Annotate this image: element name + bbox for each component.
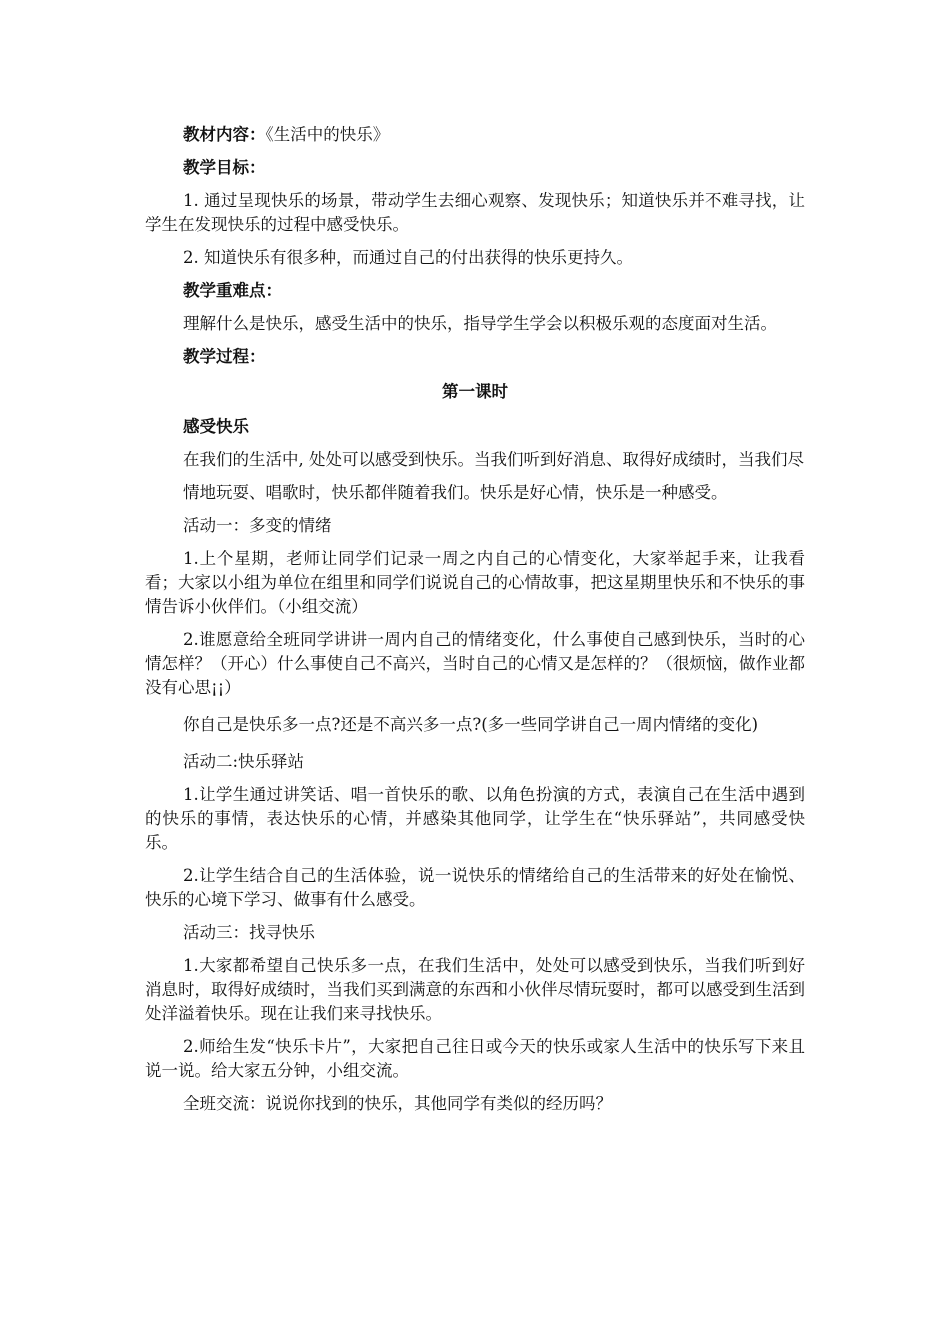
textbook-value: 《生活中的快乐》 [265,125,390,144]
process-heading: 教学过程： [183,347,266,366]
activity-1-paragraph-1: 1.上个星期，老师让同学们记录一周之内自己的心情变化，大家举起手来，让我看看；大家以小组为单位在组里和同学们说说自己的心情故事，把这星期里快乐和不快乐的事情告诉小伙伴们。（小组交流） [145,549,805,616]
activity-1-title: 活动一：多变的情绪 [183,516,332,535]
key-points-heading: 教学重难点： [183,281,282,300]
document-body [145,123,805,1116]
activity-2-title: 活动二:快乐驿站 [183,752,305,771]
activity-3-paragraph-1: 1.大家都希望自己快乐多一点，在我们生活中，处处可以感受到快乐，当我们听到好消息时，取得好成绩时，当我们买到满意的东西和小伙伴尽情玩耍时，都可以感受到生活到处洋溢着快乐。现在让我们来寻找快乐。 [145,956,805,1023]
textbook-line [145,123,805,147]
intro-paragraph-2: 情地玩耍、唱歌时，快乐都伴随着我们。快乐是好心情，快乐是一种感受。 [183,483,728,502]
goal-1: 1. 通过呈现快乐的场景，带动学生去细心观察、发现快乐；知道快乐并不难寻找，让学生在发现快乐的过程中感受快乐。 [145,191,805,234]
class-exchange: 全班交流：说说你找到的快乐，其他同学有类似的经历吗？ [183,1094,612,1113]
activity-1-paragraph-2: 2.谁愿意给全班同学讲讲一周内自己的情绪变化，什么事使自己感到快乐，当时的心情怎样？（开心）什么事使自己不高兴，当时自己的心情又是怎样的？（很烦恼，做作业都没有心思¡¡） [145,630,805,697]
activity-2-paragraph-2: 2.让学生结合自己的生活体验，说一说快乐的情绪给自己的生活带来的好处在愉悦、快乐的心境下学习、做事有什么感受。 [145,866,805,909]
goals-heading: 教学目标： [183,158,266,177]
textbook-label: 教材内容： [183,125,266,144]
section-title: 感受快乐 [183,417,249,436]
key-points-text: 理解什么是快乐，感受生活中的快乐，指导学生学会以积极乐观的态度面对生活。 [183,314,777,333]
activity-3-title: 活动三：找寻快乐 [183,923,315,942]
activity-2-paragraph-1: 1.让学生通过讲笑话、唱一首快乐的歌、以角色扮演的方式，表演自己在生活中遇到的快乐的事情，表达快乐的心情，并感染其他同学，让学生在“快乐驿站”，共同感受快乐。 [145,785,805,852]
intro-paragraph-1: 在我们的生活中, 处处可以感受到快乐。当我们听到好消息、取得好成绩时，当我们尽 [183,450,804,469]
lesson-title: 第一课时 [442,382,508,401]
activity-1-paragraph-3: 你自己是快乐多一点?还是不高兴多一点?(多一些同学讲自己一周内情绪的变化) [183,715,759,734]
activity-3-paragraph-2: 2.师给生发“快乐卡片”，大家把自己往日或今天的快乐或家人生活中的快乐写下来且说一说。给大家五分钟，小组交流。 [145,1037,805,1080]
goal-2: 2. 知道快乐有很多种，而通过自己的付出获得的快乐更持久。 [183,248,633,267]
